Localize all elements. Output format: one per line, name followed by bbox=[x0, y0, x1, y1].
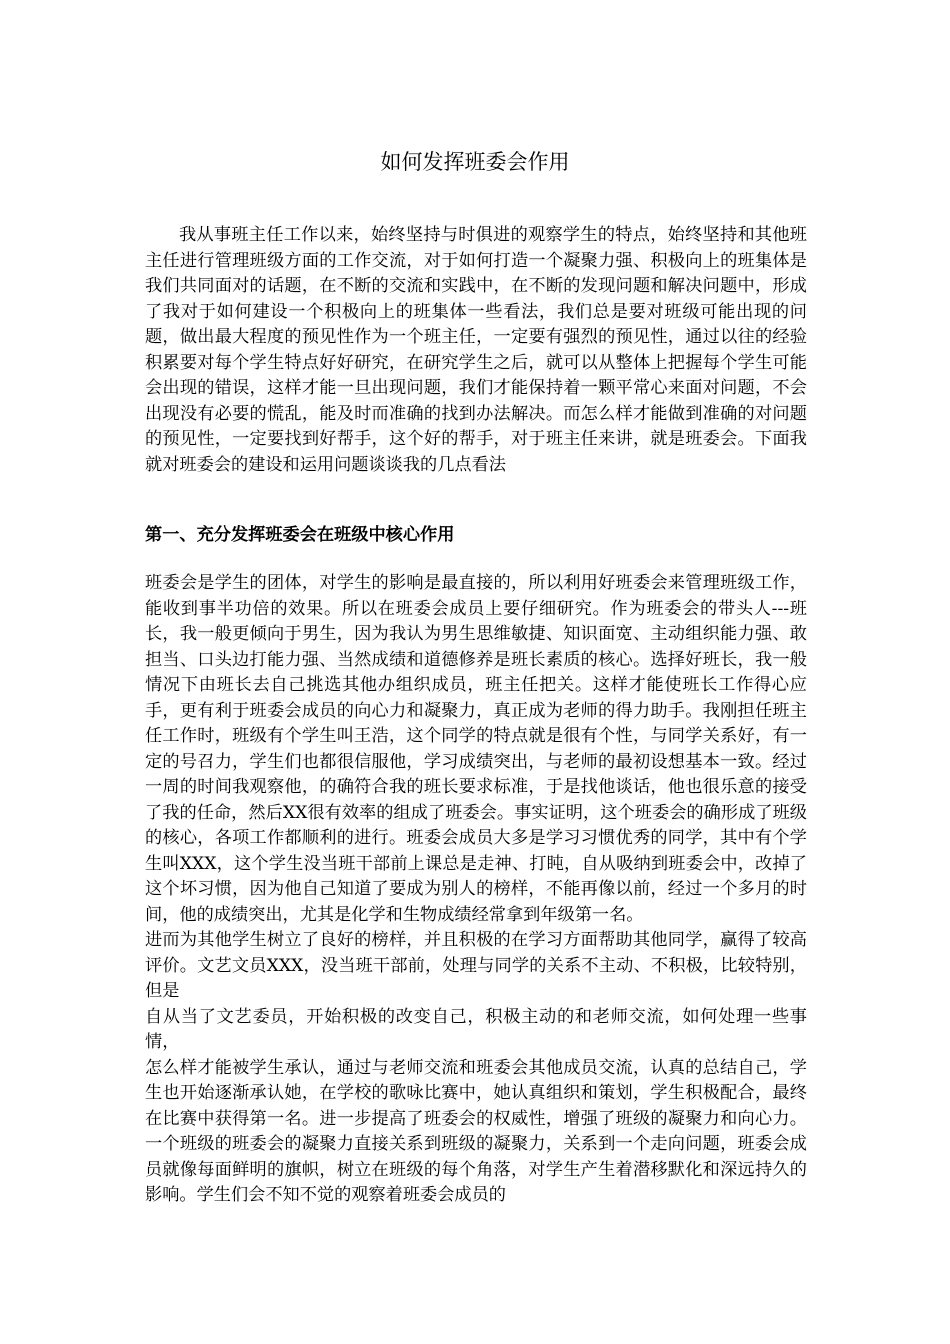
section-heading: 第一、充分发挥班委会在班级中核心作用 bbox=[145, 525, 455, 545]
section-paragraph: 班委会是学生的团体，对学生的影响是最直接的，所以利用好班委会来管理班级工作，能收到事半功倍的效果。所以在班委会成员上要仔细研究。作为班委会的带头人---班长，我一般更倾向于男生，因为我认为男生思维敏捷、知识面宽、主动组织能力强、敢担当、口头边打能力强、当然成绩和道德修养是班长素质的核心。选择好班长，我一般情况下由班长去自己挑选其他办组织成员，班主任把关。这样才能使班长工作得心应手，更有利于班委会成员的向心力和凝聚力，真正成为老师的得力助手。我刚担任班主任工作时，班级有个学生叫王浩，这个同学的特点就是很有个性，与同学关系好，有一定的号召力，学生们也都很信服他，学习成绩突出，与老师的最初设想基本一致。经过一周的时间我观察他，的确符合我的班长要求标准，于是找他谈话，他也很乐意的接受了我的任命，然后XX很有效率的组成了班委会。事实证明，这个班委会的确形成了班级的核心，各项工作都顺利的进行。班委会成员大多是学习习惯优秀的同学，其中有个学生叫XXX，这个学生没当班干部前上课总是走神、打盹，自从吸纳到班委会中，改掉了这个坏习惯，因为他自己知道了要成为别人的榜样，不能再像以前，经过一个多月的时间，他的成绩突出，尤其是化学和生物成绩经常拿到年级第一名。 bbox=[145, 573, 807, 925]
section-paragraph: 进而为其他学生树立了良好的榜样，并且积极的在学习方面帮助其他同学，赢得了较高评价。文艺文员XXX，没当班干部前，处理与同学的关系不主动、不积极，比较特别，但是 bbox=[145, 930, 807, 1001]
section-paragraph: 自从当了文艺委员，开始积极的改变自己，积极主动的和老师交流，如何处理一些事情， bbox=[145, 1006, 807, 1052]
document-title: 如何发挥班委会作用 bbox=[380, 150, 570, 174]
section-paragraph: 怎么样才能被学生承认，通过与老师交流和班委会其他成员交流，认真的总结自己，学生也开始逐渐承认她，在学校的歌咏比赛中，她认真组织和策划，学生积极配合，最终在比赛中获得第一名。进一步提高了班委会的权威性，增强了班级的凝聚力和向心力。一个班级的班委会的凝聚力直接关系到班级的凝聚力，关系到一个走向问题，班委会成员就像每面鲜明的旗帜，树立在班级的每个角落，对学生产生着潜移默化和深远持久的影响。学生们会不知不觉的观察着班委会成员的 bbox=[145, 1057, 807, 1205]
section-body bbox=[145, 571, 807, 1209]
intro-section bbox=[145, 223, 807, 478]
intro-paragraph: 我从事班主任工作以来，始终坚持与时俱进的观察学生的特点，始终坚持和其他班主任进行管理班级方面的工作交流，对于如何打造一个凝聚力强、积极向上的班集体是我们共同面对的话题，在不断的交流和实践中，在不断的发现问题和解决问题中，形成了我对于如何建设一个积极向上的班集体一些看法，我们总是要对班级可能出现的问题，做出最大程度的预见性作为一个班主任，一定要有强烈的预见性，通过以往的经验积累要对每个学生特点好好研究，在研究学生之后，就可以从整体上把握每个学生可能会出现的错误，这样才能一旦出现问题，我们才能保持着一颗平常心来面对问题，不会出现没有必要的慌乱，能及时而准确的找到办法解决。而怎么样才能做到准确的对问题的预见性，一定要找到好帮手，这个好的帮手，对于班主任来讲，就是班委会。下面我就对班委会的建设和运用问题谈谈我的几点看法 bbox=[145, 225, 807, 475]
